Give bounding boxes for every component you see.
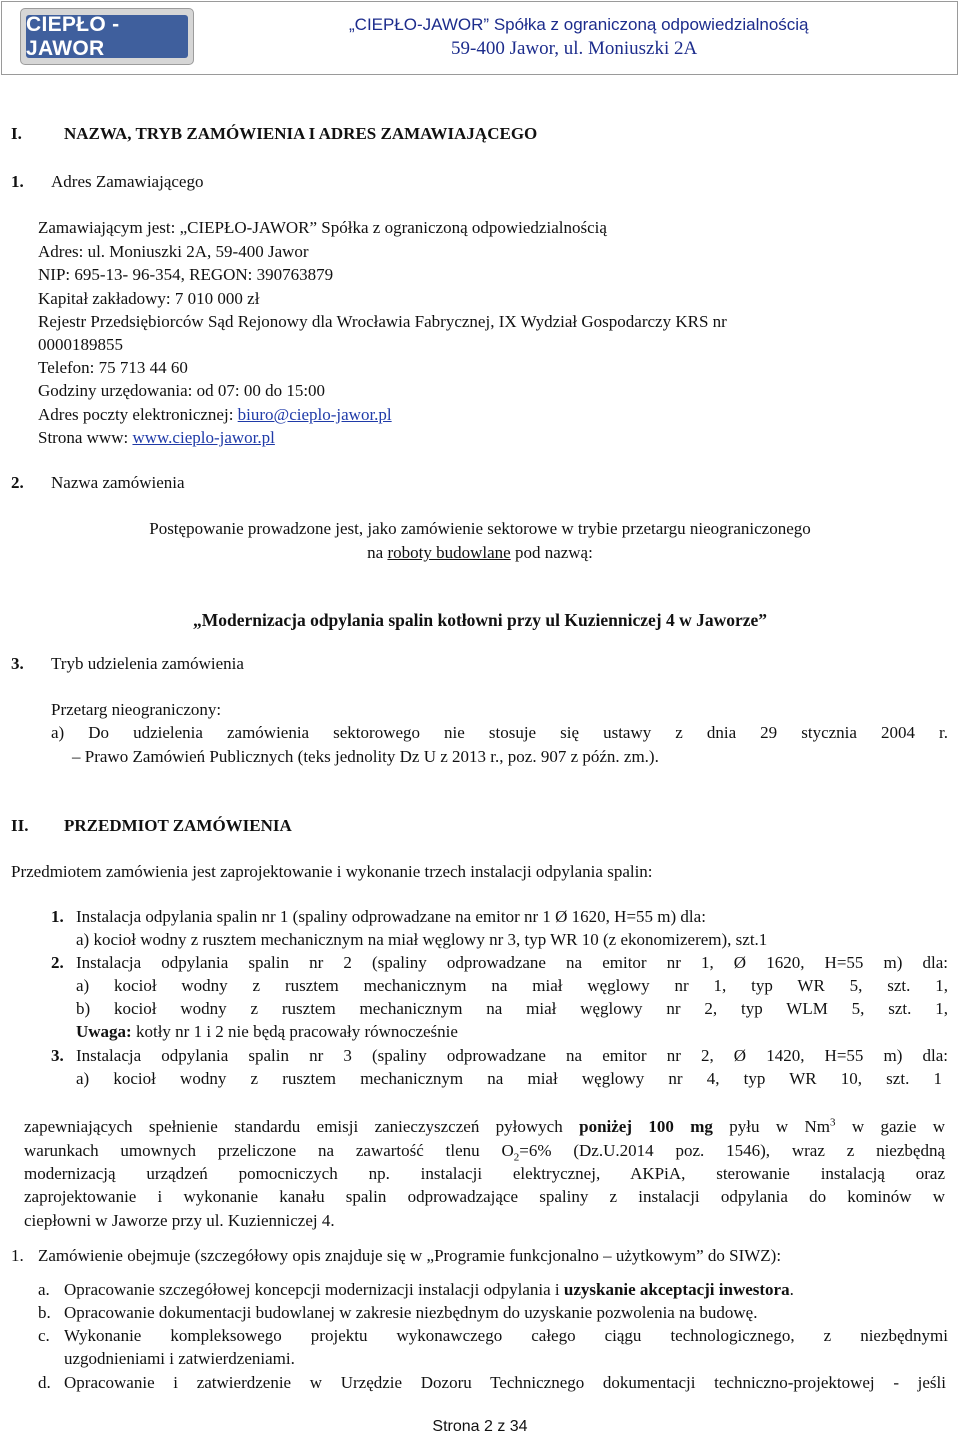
install-1-number: 1. bbox=[51, 907, 64, 926]
scope-b-letter: b. bbox=[38, 1303, 51, 1322]
scope-text: Zamówienie obejmuje (szczegółowy opis znajduje się w „Programie funkcjonalno – użytkowym” do SIWZ): bbox=[38, 1246, 782, 1265]
emission-para-line-5: ciepłowni w Jaworze przy ul. Kuzienniczej 4. bbox=[24, 1211, 335, 1230]
info-line-register: Rejestr Przedsiębiorców Sąd Rejonowy dla Wrocławia Fabrycznej, IX Wydział Gospodarczy KRS nr bbox=[38, 312, 727, 331]
subsection-2-title: Nazwa zamówienia bbox=[51, 473, 185, 492]
scope-intro: Przedmiotem zamówienia jest zaprojektowanie i wykonanie trzech instalacji odpylania spalin: bbox=[11, 862, 653, 881]
install-2-line-2: a) kocioł wodny z rusztem mechanicznym na miał węglowy nr 1, typ WR 5, szt. 1, bbox=[76, 976, 948, 995]
section-2-number: II. bbox=[11, 816, 29, 835]
scope-a-bold: uzyskanie akceptacji inwestora bbox=[563, 1280, 790, 1299]
para-l1-post: w gazie w bbox=[835, 1117, 946, 1136]
logo-text: CIEPŁO - JAWOR bbox=[26, 15, 188, 58]
subsection-2-number: 2. bbox=[11, 473, 24, 492]
info-line-www bbox=[38, 427, 275, 449]
scope-a-letter: a. bbox=[38, 1280, 50, 1299]
subsection-1-number: 1. bbox=[11, 172, 24, 191]
header-company-name: „CIEPŁO-JAWOR” Spółka z ograniczoną odpowiedzialnością bbox=[349, 15, 809, 34]
tender-a-line-2: – Prawo Zamówień Publicznych (teks jednolity Dz U z 2013 r., poz. 907 z późn. zm.). bbox=[72, 747, 659, 766]
section-2-title: PRZEDMIOT ZAMÓWIENIA bbox=[64, 816, 292, 835]
subsection-3-number: 3. bbox=[11, 654, 24, 673]
install-3-line-2: a) kocioł wodny z rusztem mechanicznym na miał węglowy nr 4, typ WR 10, szt. 1 bbox=[76, 1069, 942, 1088]
para-l2-post: =6% (Dz.U.2014 poz. 1546), wraz z niezbędną bbox=[519, 1141, 945, 1160]
info-line-phone: Telefon: 75 713 44 60 bbox=[38, 358, 188, 377]
emission-para-line-2 bbox=[24, 1140, 945, 1162]
info-line-address: Adres: ul. Moniuszki 2A, 59-400 Jawor bbox=[38, 242, 309, 261]
para-l1-mid: pyłu w Nm bbox=[712, 1117, 830, 1136]
info-line-email bbox=[38, 404, 392, 426]
subsection-3-title: Tryb udzielenia zamówienia bbox=[51, 654, 244, 673]
install-2-number: 2. bbox=[51, 953, 64, 972]
info-line-hours: Godziny urzędowania: od 07: 00 do 15:00 bbox=[38, 381, 326, 400]
scope-c-line-2: uzgodnieniami i zatwierdzeniami. bbox=[64, 1349, 295, 1368]
install-1-line-2: a) kocioł wodny z rusztem mechanicznym na miał węglowy nr 3, typ WR 10 (z ekonomizerem), szt.1 bbox=[76, 930, 768, 949]
www-label: Strona www: bbox=[38, 428, 133, 447]
scope-number: 1. bbox=[11, 1246, 24, 1265]
www-link[interactable]: www.cieplo-jawor.pl bbox=[132, 428, 275, 447]
procedure-works-type: roboty budowlane bbox=[387, 543, 511, 562]
info-line-krs: 0000189855 bbox=[38, 335, 123, 354]
scope-d-text: Opracowanie i zatwierdzenie w Urzędzie Dozoru Technicznego dokumentacji techniczno-projektowej - jeśli bbox=[64, 1373, 946, 1392]
tender-a-line-1: a) Do udzielenia zamówienia sektorowego nie stosuje się ustawy z dnia 29 stycznia 2004 r. bbox=[51, 723, 948, 742]
scope-c-letter: c. bbox=[38, 1326, 50, 1345]
section-1-number: I. bbox=[11, 124, 22, 143]
header-address: 59-400 Jawor, ul. Moniuszki 2A bbox=[451, 38, 698, 59]
install-2-line-1: Instalacja odpylania spalin nr 2 (spaliny odprowadzane na emitor nr 1, Ø 1620, H=55 m) dla: bbox=[76, 953, 948, 972]
install-3-number: 3. bbox=[51, 1046, 64, 1065]
scope-a-post: . bbox=[789, 1280, 794, 1299]
email-link[interactable]: biuro@cieplo-jawor.pl bbox=[237, 405, 392, 424]
procedure-text-pre: na bbox=[367, 543, 388, 562]
subsection-1-title: Adres Zamawiającego bbox=[51, 172, 204, 191]
scope-b-text: Opracowanie dokumentacji budowlanej w zakresie niezbędnym do uzyskanie pozwolenia na budowę. bbox=[64, 1303, 758, 1322]
install-2-line-3: b) kocioł wodny z rusztem mechanicznym na miał węglowy nr 2, typ WLM 5, szt. 1, bbox=[76, 999, 948, 1018]
procedure-line-1: Postępowanie prowadzone jest, jako zamówienie sektorowe w trybie przetargu nieograniczonego bbox=[149, 519, 811, 538]
emission-para-line-4: zaprojektowanie i wykonanie kanału spalin odprowadzające spaliny z instalacji odpylania do kominów w bbox=[24, 1187, 945, 1206]
tender-type: Przetarg nieograniczony: bbox=[51, 700, 222, 719]
install-2-note bbox=[76, 1021, 458, 1043]
install-1-line-1: Instalacja odpylania spalin nr 1 (spaliny odprowadzane na emitor nr 1 Ø 1620, H=55 m) dla: bbox=[76, 907, 706, 926]
note-text: kotły nr 1 i 2 nie będą pracowały równocześnie bbox=[131, 1022, 458, 1041]
para-l1-sup: 3 bbox=[830, 1116, 836, 1129]
emission-para-line-3: modernizacją urządzeń pomocniczych np. instalacji elektrycznej, AKPiA, sterowanie instalacją oraz bbox=[24, 1164, 945, 1183]
section-1-title: NAZWA, TRYB ZAMÓWIENIA I ADRES ZAMAWIAJĄCEGO bbox=[64, 124, 538, 143]
info-line-capital: Kapitał zakładowy: 7 010 000 zł bbox=[38, 289, 260, 308]
install-3-line-1: Instalacja odpylania spalin nr 3 (spaliny odprowadzane na emitor nr 2, Ø 1420, H=55 m) dla: bbox=[76, 1046, 948, 1065]
page-number: Strona 2 z 34 bbox=[432, 1418, 528, 1435]
company-logo bbox=[20, 8, 194, 65]
project-title: „Modernizacja odpylania spalin kotłowni przy ul Kuzienniczej 4 w Jaworze” bbox=[192, 610, 768, 630]
info-line-nip-regon: NIP: 695-13- 96-354, REGON: 390763879 bbox=[38, 265, 334, 284]
note-label: Uwaga: bbox=[76, 1022, 132, 1041]
para-emission-limit: poniżej 100 mg bbox=[579, 1117, 713, 1136]
para-l2-sub: 2 bbox=[513, 1151, 520, 1164]
email-label: Adres poczty elektronicznej: bbox=[38, 405, 238, 424]
procedure-line-2 bbox=[0, 542, 960, 564]
scope-c-line-1: Wykonanie kompleksowego projektu wykonawczego całego ciągu technologicznego, z niezbędnymi bbox=[64, 1326, 948, 1345]
para-l2-pre: warunkach umownych przeliczone na zawartość tlenu O bbox=[24, 1141, 514, 1160]
scope-d-letter: d. bbox=[38, 1373, 51, 1392]
scope-a-text bbox=[64, 1279, 794, 1301]
procedure-text-post: pod nazwą: bbox=[510, 543, 593, 562]
emission-para-line-1 bbox=[24, 1116, 945, 1138]
para-l1-pre: zapewniających spełnienie standardu emisji zanieczyszczeń pyłowych bbox=[24, 1117, 580, 1136]
info-line-ordering-party: Zamawiającym jest: „CIEPŁO-JAWOR” Spółka z ograniczoną odpowiedzialnością bbox=[38, 218, 607, 237]
scope-a-pre: Opracowanie szczegółowej koncepcji modernizacji instalacji odpylania i bbox=[64, 1280, 564, 1299]
